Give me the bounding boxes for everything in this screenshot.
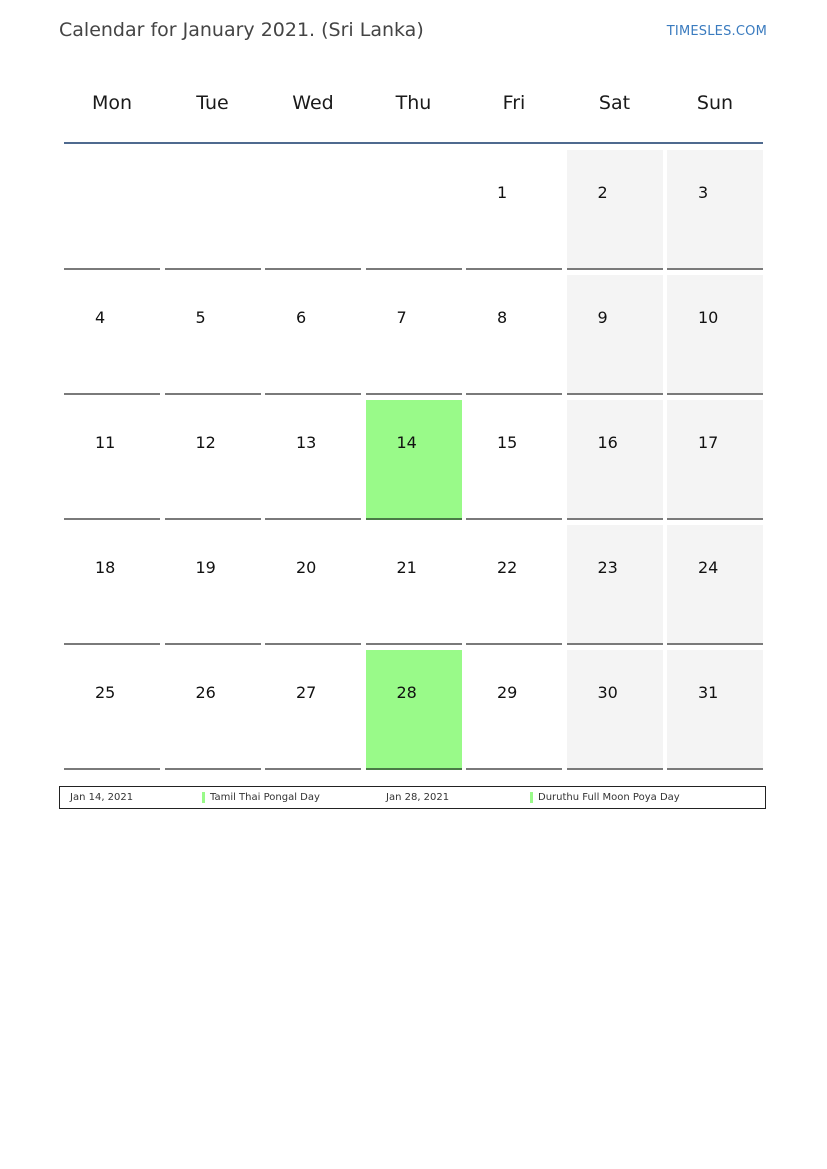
day-number: 28 [396,683,417,702]
weekday-sun: Sun [696,92,734,114]
weekday-sat: Sat [598,92,631,114]
day-number: 19 [195,558,216,577]
day-number: 21 [396,558,417,577]
empty-day-cell [165,150,261,270]
day-number: 12 [195,433,216,452]
empty-day-cell [366,150,462,270]
day-cell [165,650,261,770]
legend-name-2: Duruthu Full Moon Poya Day [538,792,680,803]
day-number: 30 [597,683,618,702]
day-cell [165,400,261,520]
empty-day-cell [265,150,361,270]
holiday-legend [59,786,766,809]
holiday-day-cell [366,650,462,770]
weekday-header-row [64,88,763,118]
day-number: 29 [497,683,518,702]
weekend-day-cell [567,275,663,395]
day-cell [64,400,160,520]
day-number: 26 [195,683,216,702]
day-number: 3 [698,183,709,202]
day-cell [64,275,160,395]
day-number: 23 [597,558,618,577]
day-number: 6 [296,308,307,327]
day-number: 27 [296,683,317,702]
weekday-wed: Wed [292,92,334,114]
legend-color-marker-2 [530,792,533,803]
day-number: 16 [597,433,618,452]
day-cell [165,275,261,395]
day-cell [366,275,462,395]
day-number: 17 [698,433,719,452]
weekday-tue: Tue [196,92,229,114]
page-title: Calendar for January 2021. (Sri Lanka) [59,19,424,41]
day-number: 13 [296,433,317,452]
day-number: 9 [597,308,608,327]
empty-day-cell [64,150,160,270]
weekend-day-cell [567,525,663,645]
day-cell [366,525,462,645]
weekend-day-cell [567,650,663,770]
weekend-day-cell [567,150,663,270]
day-cell [165,525,261,645]
weekend-day-cell [667,275,763,395]
legend-date-1: Jan 14, 2021 [70,792,134,803]
holiday-day-cell [366,400,462,520]
day-number: 8 [497,308,508,327]
weekday-fri: Fri [502,92,526,114]
day-number: 15 [497,433,518,452]
weekend-day-cell [667,650,763,770]
day-number: 4 [95,308,106,327]
day-cell [265,525,361,645]
day-cell [265,275,361,395]
day-cell [64,650,160,770]
day-number: 10 [698,308,719,327]
day-cell [466,275,562,395]
day-cell [64,525,160,645]
day-number: 1 [497,183,508,202]
weekday-thu: Thu [395,92,432,114]
weekend-day-cell [567,400,663,520]
day-cell [466,400,562,520]
legend-color-marker-1 [202,792,205,803]
legend-date-2: Jan 28, 2021 [386,792,450,803]
calendar-grid [64,150,763,775]
day-number: 20 [296,558,317,577]
day-cell [265,400,361,520]
weekend-day-cell [667,400,763,520]
legend-name-1: Tamil Thai Pongal Day [210,792,320,803]
day-number: 31 [698,683,719,702]
weekend-day-cell [667,150,763,270]
weekend-day-cell [667,525,763,645]
day-number: 14 [396,433,417,452]
header-divider [64,142,763,144]
day-number: 7 [396,308,407,327]
day-cell [466,150,562,270]
day-number: 24 [698,558,719,577]
day-cell [265,650,361,770]
day-number: 5 [195,308,206,327]
day-number: 25 [95,683,116,702]
day-number: 22 [497,558,518,577]
brand-link[interactable]: TIMESLES.COM [666,24,767,39]
day-number: 18 [95,558,116,577]
weekday-mon: Mon [91,92,133,114]
day-number: 11 [95,433,116,452]
day-number: 2 [597,183,608,202]
day-cell [466,525,562,645]
day-cell [466,650,562,770]
